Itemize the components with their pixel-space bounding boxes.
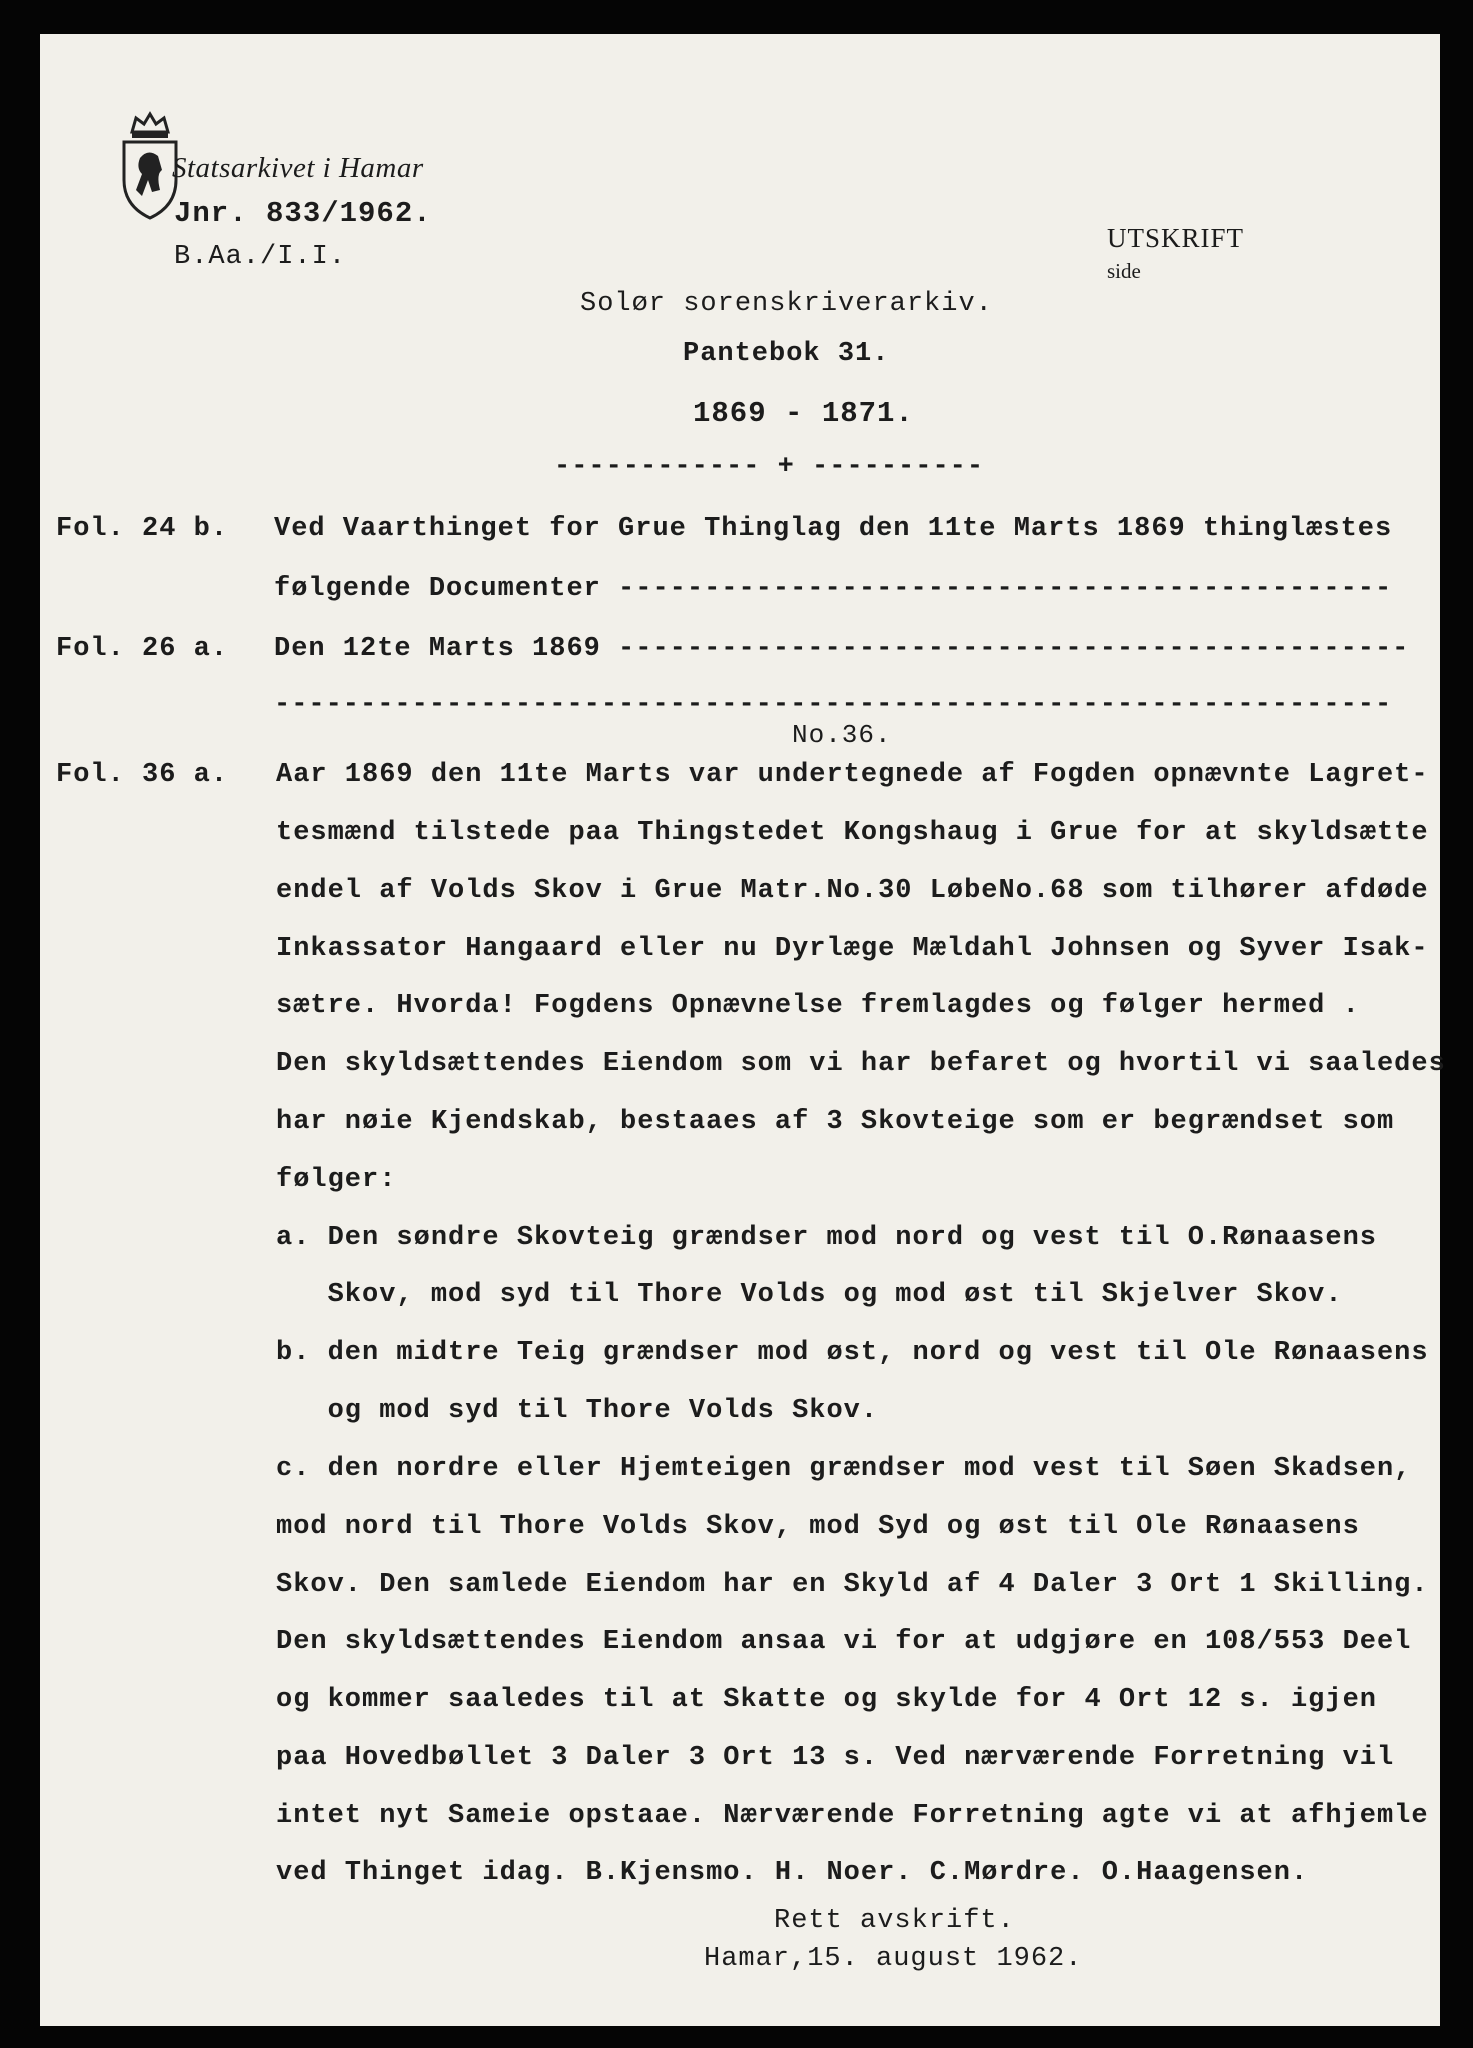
entry-line: Ved Vaarthinget for Grue Thinglag den 11te Marts 1869 thinglæstes [274,514,1393,544]
utskrift-heading [1076,192,1244,316]
utskrift-label: UTSKRIFT [1107,223,1245,253]
body-line: ved Thinget idag. B.Kjensmo. H. Noer. C.Mørdre. O.Haagensen. [276,1858,1309,1888]
body-line: og mod syd til Thore Volds Skov. [276,1396,879,1426]
archive-name: Statsarkivet i Hamar [172,152,424,184]
title-separator: ------------ + ---------- [554,452,985,482]
body-line: tesmænd tilstede paa Thingstedet Kongshaug i Grue for at skyldsætte [276,818,1429,848]
reference-code: B.Aa./I.I. [174,242,347,272]
book-title: Pantebok 31. [683,339,890,369]
document-number: No.36. [792,720,892,750]
body-line: b. den midtre Teig grændser mod øst, nord og vest til Ole Rønaasens [276,1338,1429,1368]
certification-place-date: Hamar,15. august 1962. [704,1944,1083,1974]
body-line: intet nyt Sameie opstaae. Nærværende Forretning agte vi at afhjemle [276,1801,1429,1831]
body-line: mod nord til Thore Volds Skov, mod Syd og øst til Ole Rønaasens [276,1512,1360,1542]
entry-line: Den 12te Marts 1869 ---------------------------------------------- [274,634,1410,664]
year-range: 1869 - 1871. [693,397,914,430]
side-label: side [1107,259,1141,283]
certification-line: Rett avskrift. [774,1906,1015,1936]
document-page [40,34,1446,2026]
body-line: c. den nordre eller Hjemteigen grændser mod vest til Søen Skadsen, [276,1454,1412,1484]
body-line: og kommer saaledes til at Skatte og skylde for 4 Ort 12 s. igjen [276,1685,1377,1715]
body-line: paa Hovedbøllet 3 Daler 3 Ort 13 s. Ved nærværende Forretning vil [276,1743,1395,1773]
folio-label: Fol. 24 b. [56,514,229,544]
body-line: Aar 1869 den 11te Marts var undertegnede af Fogden opnævnte Lagret- [276,760,1429,790]
body-line: Inkassator Hangaard eller nu Dyrlæge Mældahl Johnsen og Syver Isak- [276,934,1429,964]
folio-label: Fol. 26 a. [56,634,229,664]
entry-line: følgende Documenter --------------------------------------------- [274,574,1393,604]
body-line: endel af Volds Skov i Grue Matr.No.30 LøbeNo.68 som tilhører afdøde [276,876,1429,906]
body-line: Skov. Den samlede Eiendom har en Skyld af 4 Daler 3 Ort 1 Skilling. [276,1570,1429,1600]
entry-line: ----------------------------------------------------------------- [274,690,1393,720]
body-line: følger: [276,1165,397,1195]
torn-edge [0,620,40,1040]
body-line: har nøie Kjendskab, bestaaes af 3 Skovteige som er begrændset som [276,1107,1395,1137]
body-line: Skov, mod syd til Thore Volds og mod øst til Skjelver Skov. [276,1280,1343,1310]
body-line: sætre. Hvorda! Fogdens Opnævnelse fremlagdes og følger hermed . [276,991,1360,1021]
journal-number: Jnr. 833/1962. [174,197,432,230]
archive-title: Solør sorenskriverarkiv. [580,289,993,319]
body-line: a. Den søndre Skovteig grændser mod nord og vest til O.Rønaasens [276,1223,1377,1253]
folio-label: Fol. 36 a. [56,760,229,790]
body-line: Den skyldsættendes Eiendom som vi har befaret og hvortil vi saaledes [276,1049,1446,1079]
body-line: Den skyldsættendes Eiendom ansaa vi for at udgjøre en 108/553 Deel [276,1627,1412,1657]
